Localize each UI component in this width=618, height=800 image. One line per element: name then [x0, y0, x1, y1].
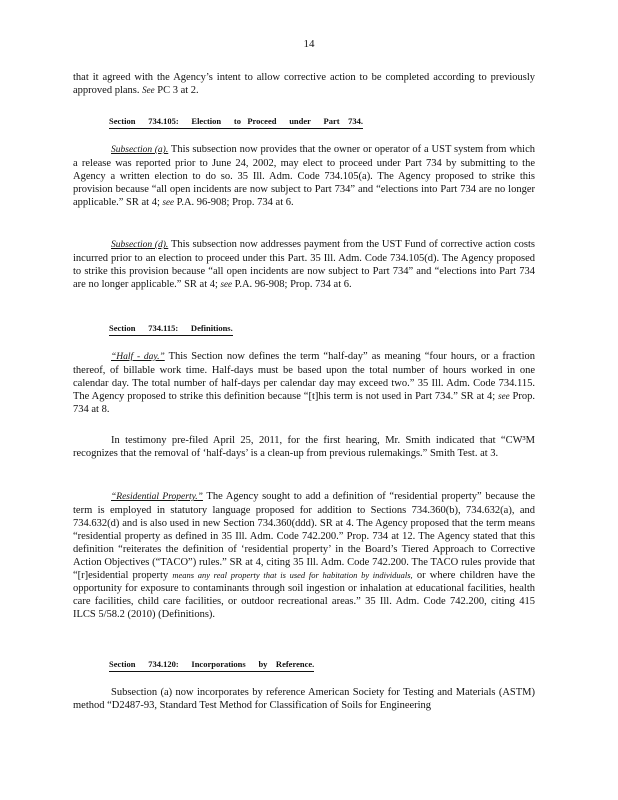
continuation-paragraph — [73, 71, 535, 97]
residential-property-term: “Residential Property.” — [111, 492, 203, 502]
subsection-d-citation: P.A. 96-908; Prop. 734 at 6. — [232, 279, 352, 290]
heading-734-115: Section 734.115: Definitions. — [109, 323, 233, 336]
see-signal: See — [142, 85, 155, 95]
page-number: 14 — [303, 38, 315, 50]
testimony-paragraph — [73, 434, 535, 460]
see-signal: see — [162, 197, 175, 207]
see-signal: see — [220, 279, 233, 289]
subsection-d-paragraph — [73, 238, 535, 291]
heading-734-120: Section 734.120: Incorporations by Reference. — [109, 659, 314, 672]
half-day-term: “Half - day.” — [111, 352, 165, 362]
half-day-text: This Section now defines the term “half-day” as meaning “four hours, or a fraction thereof, of billable work time. Half-days must be based upon the total number of hours worked in one calendar day. The total number of half-days per calendar day may exceed two.” 35 Ill. Adm. Code 734.115. The Agency proposed to strike this definition because “[t]his term is not used in Part 734.” SR at 4; — [73, 351, 535, 402]
residential-property-quoted-definition: means any real property that is used for habitation by individuals, — [172, 570, 413, 580]
residential-property-text: The Agency sought to add a definition of “residential property” because the term is employed in statutory language proposed for addition to Sections 734.360(b), 734.632(a), and 734.632(d) and is also used in new Section 734.360(ddd). SR at 4. The Agency proposed that the term means “residential property as defined in 35 Ill. Adm. Code 742.200.” Prop. 734 at 12. The Agency stated that this definition “reiterates the definition of ‘residential property’ in the Board’s Tiered Approach to Corrective Action Objectives (“TACO”) rules.” SR at 4, citing 35 Ill. Adm. Code 742.200. The TACO rules provide that “[r]esidential property — [73, 491, 536, 581]
subsection-d-term: Subsection (d). — [111, 240, 169, 250]
testimony-text: In testimony pre-filed April 25, 2011, for the first hearing, Mr. Smith indicated that “CW³M recognizes that the removal of ‘half-days’ is a clean-up from previous rulemakings.” Smith Test. at 3. — [73, 435, 535, 459]
subsection-a-paragraph — [73, 143, 535, 209]
subsection-a-term: Subsection (a). — [111, 145, 169, 155]
half-day-citation: Prop. 734 at 8. — [73, 391, 536, 415]
subsection-d-text: This subsection now addresses payment from the UST Fund of corrective action costs incurred prior to an election to proceed under this Part. 35 Ill. Adm. Code 734.105(d). The Agency proposed to strike this provision because “all open incidents are now subject to Part 734” and “elections into Part 734 are no longer applicable.” SR at 4; — [73, 239, 535, 290]
residential-property-paragraph — [73, 490, 535, 621]
subsection-a-text: This subsection now provides that the owner or operator of a UST system from which a release was reported prior to June 24, 2002, may elect to proceed under Part 734 by submitting to the Agency a written election to do so. 35 Ill. Adm. Code 734.105(a). The Agency proposed to strike this provision because “all open incidents are now subject to Part 734” and “elections into Part 734 are no longer applicable.” SR at 4; — [73, 144, 535, 208]
see-signal: see — [498, 391, 510, 401]
subsection-a-citation: P.A. 96-908; Prop. 734 at 6. — [174, 197, 294, 208]
continuation-text: that it agreed with the Agency’s intent to allow corrective action to be completed according to previously approved plans. — [73, 72, 535, 96]
incorporations-paragraph — [73, 686, 535, 712]
half-day-paragraph — [73, 350, 535, 416]
continuation-citation: PC 3 at 2. — [157, 85, 199, 96]
residential-property-text-continued: or where children have the opportunity for exposure to contaminants through soil ingestion or inhalation at educational facilities, health care facilities, child care facilities, or outdoor recreational areas.” 35 Ill. Adm. Code 742.200, citing 415 ILCS 5/58.2 (2010) (Definitions). — [73, 570, 536, 620]
incorporations-text: Subsection (a) now incorporates by reference American Society for Testing and Materials (ASTM) method “D2487-93, Standard Test Method for Classification of Soils for Engineering — [73, 687, 535, 711]
heading-734-105: Section 734.105: Election to Proceed under Part 734. — [109, 116, 363, 129]
